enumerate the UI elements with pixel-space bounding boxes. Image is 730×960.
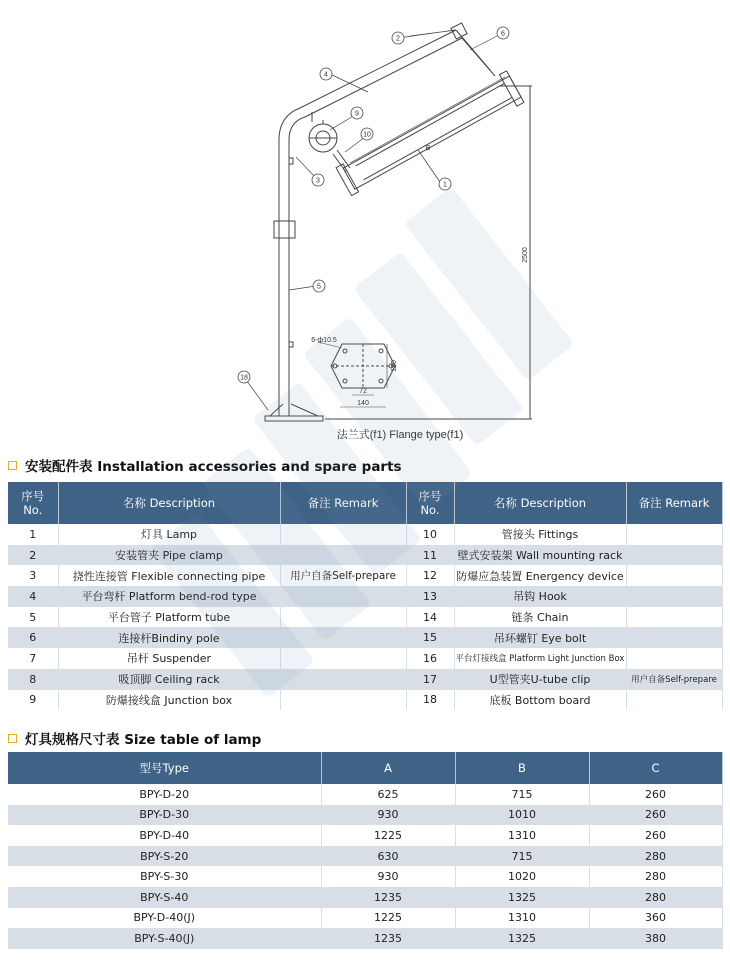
cell-description: 挠性连接管 Flexible connecting pipe bbox=[58, 565, 280, 586]
header-type: 型号Type bbox=[8, 752, 321, 784]
cell-a: 1235 bbox=[321, 928, 455, 949]
cell-a: 930 bbox=[321, 866, 455, 887]
cell-b: 1310 bbox=[455, 908, 589, 929]
dimension-2500: 2500 bbox=[522, 247, 529, 263]
table-row bbox=[8, 648, 722, 669]
cell-remark: 用户自备Self-prepare bbox=[626, 669, 722, 690]
table-row bbox=[8, 524, 722, 545]
bullet-square-icon bbox=[8, 461, 17, 470]
cell-a: 625 bbox=[321, 784, 455, 805]
table-row bbox=[8, 607, 722, 628]
header-b: B bbox=[455, 752, 589, 784]
cell-a: 1225 bbox=[321, 825, 455, 846]
lamp-installation-drawing bbox=[0, 0, 730, 448]
cell-description: 吊杆 Suspender bbox=[58, 648, 280, 669]
cell-no: 11 bbox=[406, 545, 454, 566]
cell-description: 链条 Chain bbox=[454, 607, 626, 628]
cell-remark bbox=[626, 565, 722, 586]
cell-type: BPY-S-40(J) bbox=[8, 928, 321, 949]
cell-b: 1010 bbox=[455, 805, 589, 826]
cell-remark bbox=[280, 545, 406, 566]
cell-b: 1020 bbox=[455, 866, 589, 887]
cell-no: 12 bbox=[406, 565, 454, 586]
cell-type: BPY-D-40 bbox=[8, 825, 321, 846]
cell-a: 1225 bbox=[321, 908, 455, 929]
header-c: C bbox=[589, 752, 722, 784]
dimension-140: 140 bbox=[357, 400, 369, 407]
callout-1: 1 bbox=[443, 181, 447, 189]
header-description: 名称 Description bbox=[58, 482, 280, 524]
cell-description: 安装管夹 Pipe clamp bbox=[58, 545, 280, 566]
header-a: A bbox=[321, 752, 455, 784]
size-header-row bbox=[8, 752, 722, 784]
pipe-clamp bbox=[274, 221, 295, 238]
cell-description: 底板 Bottom board bbox=[454, 690, 626, 711]
accessories-section-title bbox=[8, 455, 402, 475]
cell-c: 260 bbox=[589, 784, 722, 805]
cell-c: 280 bbox=[589, 846, 722, 867]
cell-description: 平台弯杆 Platform bend-rod type bbox=[58, 586, 280, 607]
cell-no: 17 bbox=[406, 669, 454, 690]
table-row bbox=[8, 545, 722, 566]
cell-description: 管接头 Fittings bbox=[454, 524, 626, 545]
size-section-title bbox=[8, 728, 261, 748]
table-row bbox=[8, 586, 722, 607]
header-no-2: 序号 No. bbox=[406, 482, 454, 524]
dimension-hole: 6-ф10.5 bbox=[311, 337, 337, 344]
cell-c: 280 bbox=[589, 866, 722, 887]
cell-description: 防爆接线盒 Junction box bbox=[58, 690, 280, 711]
cell-description: U型管夹U-tube clip bbox=[454, 669, 626, 690]
cell-description: 吊环螺钉 Eye bolt bbox=[454, 627, 626, 648]
drawing-caption: 法兰式(f1) Flange type(f1) bbox=[336, 429, 464, 441]
bottom-board bbox=[265, 416, 323, 421]
callout-10: 10 bbox=[363, 131, 371, 139]
cell-no: 16 bbox=[406, 648, 454, 669]
cell-no: 10 bbox=[406, 524, 454, 545]
table-row bbox=[8, 825, 722, 846]
cell-no: 1 bbox=[8, 524, 58, 545]
cell-description: 壁式安装架 Wall mounting rack bbox=[454, 545, 626, 566]
cell-type: BPY-D-40(J) bbox=[8, 908, 321, 929]
table-row bbox=[8, 805, 722, 826]
cell-a: 930 bbox=[321, 805, 455, 826]
cell-c: 380 bbox=[589, 928, 722, 949]
cell-b: 1325 bbox=[455, 887, 589, 908]
cell-remark: 用户自备Self-prepare bbox=[280, 565, 406, 586]
cell-remark bbox=[626, 648, 722, 669]
cell-remark bbox=[280, 669, 406, 690]
callout-2: 2 bbox=[396, 35, 400, 43]
cell-c: 260 bbox=[589, 825, 722, 846]
bullet-square-icon bbox=[8, 734, 17, 743]
cell-remark bbox=[280, 627, 406, 648]
cell-no: 14 bbox=[406, 607, 454, 628]
cell-a: 630 bbox=[321, 846, 455, 867]
cell-remark bbox=[280, 607, 406, 628]
size-table bbox=[8, 752, 723, 949]
cell-remark bbox=[626, 607, 722, 628]
accessories-title-text: 安装配件表 Installation accessories and spare parts bbox=[25, 459, 402, 475]
cell-no: 2 bbox=[8, 545, 58, 566]
table-row bbox=[8, 846, 722, 867]
cell-a: 1235 bbox=[321, 887, 455, 908]
cell-type: BPY-S-20 bbox=[8, 846, 321, 867]
cell-remark bbox=[626, 524, 722, 545]
cell-no: 4 bbox=[8, 586, 58, 607]
cell-no: 18 bbox=[406, 690, 454, 711]
table-row bbox=[8, 928, 722, 949]
cell-no: 6 bbox=[8, 627, 58, 648]
cell-no: 5 bbox=[8, 607, 58, 628]
cell-remark bbox=[280, 586, 406, 607]
dimension-b: B bbox=[425, 145, 431, 152]
cell-description: 平台灯接线盒 Platform Light Junction Box bbox=[454, 648, 626, 669]
table-row bbox=[8, 866, 722, 887]
cell-description: 平台管子 Platform tube bbox=[58, 607, 280, 628]
cell-no: 15 bbox=[406, 627, 454, 648]
callout-5: 5 bbox=[317, 283, 321, 291]
callout-3: 3 bbox=[316, 177, 320, 185]
cell-remark bbox=[626, 627, 722, 648]
cell-no: 9 bbox=[8, 690, 58, 711]
cell-type: BPY-D-20 bbox=[8, 784, 321, 805]
cell-remark bbox=[626, 586, 722, 607]
cell-type: BPY-S-40 bbox=[8, 887, 321, 908]
cell-remark bbox=[280, 524, 406, 545]
cell-description: 连接杆Bindiny pole bbox=[58, 627, 280, 648]
cell-no: 7 bbox=[8, 648, 58, 669]
cell-description: 吊钩 Hook bbox=[454, 586, 626, 607]
table-row bbox=[8, 690, 722, 711]
header-no: 序号 No. bbox=[8, 482, 58, 524]
callout-9: 9 bbox=[355, 110, 359, 118]
callout-6: 6 bbox=[501, 30, 505, 38]
cell-remark bbox=[280, 648, 406, 669]
cell-no: 13 bbox=[406, 586, 454, 607]
cell-description: 防爆应急装置 Energency device bbox=[454, 565, 626, 586]
cell-type: BPY-S-30 bbox=[8, 866, 321, 887]
table-row bbox=[8, 908, 722, 929]
header-description-2: 名称 Description bbox=[454, 482, 626, 524]
table-row bbox=[8, 784, 722, 805]
cell-description: 吸顶脚 Ceiling rack bbox=[58, 669, 280, 690]
table-row bbox=[8, 627, 722, 648]
cell-b: 1325 bbox=[455, 928, 589, 949]
cell-no: 8 bbox=[8, 669, 58, 690]
cell-b: 715 bbox=[455, 784, 589, 805]
cell-b: 715 bbox=[455, 846, 589, 867]
header-remark-2: 备注 Remark bbox=[626, 482, 722, 524]
table-row bbox=[8, 669, 722, 690]
accessories-table bbox=[8, 482, 723, 710]
cell-no: 3 bbox=[8, 565, 58, 586]
table-row bbox=[8, 565, 722, 586]
dimension-72: 72 bbox=[359, 388, 367, 395]
header-remark: 备注 Remark bbox=[280, 482, 406, 524]
dimension-120: 120 bbox=[391, 360, 398, 372]
cell-c: 360 bbox=[589, 908, 722, 929]
cell-c: 280 bbox=[589, 887, 722, 908]
cell-remark bbox=[626, 690, 722, 711]
cell-remark bbox=[626, 545, 722, 566]
accessories-header-row bbox=[8, 482, 722, 524]
cell-type: BPY-D-30 bbox=[8, 805, 321, 826]
cell-remark bbox=[280, 690, 406, 711]
callout-4: 4 bbox=[324, 71, 328, 79]
table-row bbox=[8, 887, 722, 908]
callout-18: 18 bbox=[240, 374, 248, 382]
size-title-text: 灯具规格尺寸表 Size table of lamp bbox=[25, 732, 262, 748]
cell-description: 灯具 Lamp bbox=[58, 524, 280, 545]
cell-c: 260 bbox=[589, 805, 722, 826]
cell-b: 1310 bbox=[455, 825, 589, 846]
